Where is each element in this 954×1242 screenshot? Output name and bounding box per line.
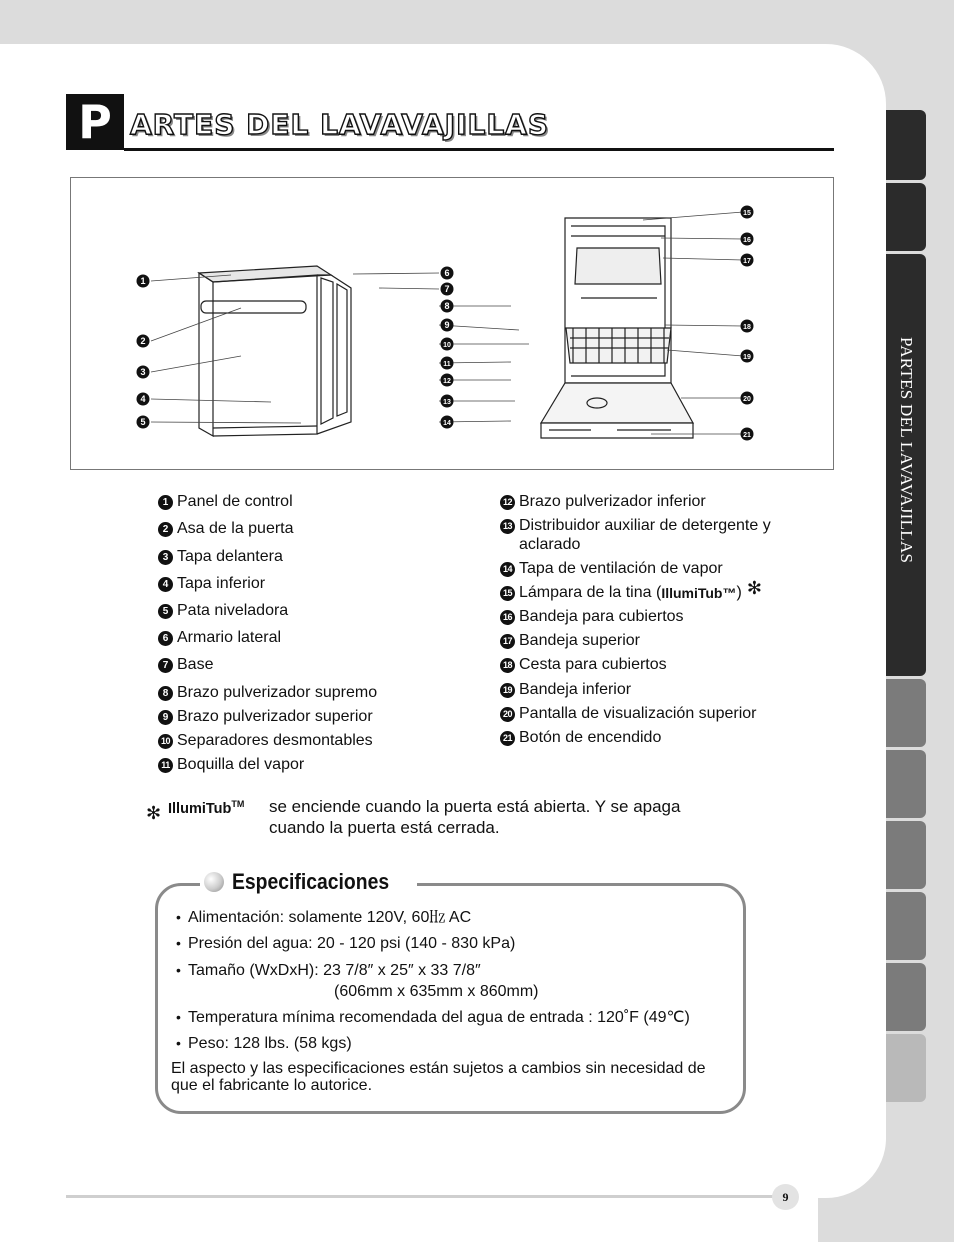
note-line-2: cuando la puerta está cerrada.	[269, 818, 500, 837]
legend-label: Brazo pulverizador superior	[177, 708, 373, 725]
legend-label: Base	[177, 656, 214, 673]
legend-item	[500, 492, 706, 511]
page-bottom-margin	[818, 1198, 954, 1242]
figure-callout-number: 5	[140, 417, 146, 427]
legend-label: Bandeja inferior	[519, 681, 632, 698]
asterisk-icon: ✻	[746, 578, 762, 598]
legend-label: Bandeja para cubiertos	[519, 608, 684, 625]
legend-label: Cesta para cubiertos	[519, 656, 667, 673]
legend-label: Separadores desmontables	[177, 732, 373, 749]
bullet: •	[176, 962, 181, 978]
figure-callout-number: 6	[444, 268, 450, 278]
legend-label: Boquilla del vapor	[177, 756, 305, 773]
callout-number: 13	[500, 519, 515, 534]
legend-label: Tapa delantera	[177, 548, 283, 565]
legend-item	[158, 731, 373, 750]
callout-number: 12	[500, 495, 515, 510]
section-tab-2[interactable]	[886, 183, 926, 251]
dishwasher-drawing	[71, 178, 833, 469]
legend-label: Tapa inferior	[177, 575, 266, 592]
specifications-disclaimer: El aspecto y las especificaciones están sujetos a cambios sin necesidad de que el fabricante lo autorice.	[171, 1060, 706, 1094]
figure-callout-number: 2	[140, 336, 146, 346]
legend-item	[158, 547, 283, 566]
legend-label: Panel de control	[177, 493, 293, 510]
section-tab-9[interactable]	[886, 1034, 926, 1102]
page-title: ARTES DEL LAVAVAJILLAS	[130, 108, 550, 141]
callout-number: 7	[158, 658, 173, 673]
legend-item	[158, 574, 265, 593]
legend-label: Distribuidor auxiliar de detergente y	[519, 517, 771, 534]
brand-name: IllumiTub™	[661, 585, 737, 601]
callout-number: 17	[500, 634, 515, 649]
callout-number: 1	[158, 495, 173, 510]
callout-number: 14	[500, 562, 515, 577]
section-tab-5[interactable]	[886, 750, 926, 818]
callout-number: 19	[500, 683, 515, 698]
spec-text: Alimentación: solamente 120V, 60㎐ AC	[188, 909, 472, 926]
title-underline	[124, 148, 834, 151]
callout-number: 18	[500, 658, 515, 673]
legend-item	[500, 704, 756, 723]
callout-number: 21	[500, 731, 515, 746]
bullet: •	[176, 935, 181, 951]
spec-text: Tamaño (WxDxH): 23 7/8″ x 25″ x 33 7/8″	[188, 962, 481, 979]
spec-text: (606mm x 635mm x 860mm)	[334, 983, 539, 1000]
brand-name: IllumiTub	[168, 800, 232, 817]
legend-label: Bandeja superior	[519, 632, 640, 649]
bullet: •	[176, 1009, 181, 1025]
trademark-mark: TM	[231, 799, 245, 809]
figure-callout-number: 7	[444, 284, 450, 294]
legend-item	[158, 683, 377, 702]
spec-text: Temperatura mínima recomendada del agua de entrada : 120˚F (49℃)	[188, 1009, 690, 1026]
legend-item	[158, 519, 294, 538]
section-tab-label: PARTES DEL LAVAVAJILLAS	[897, 336, 916, 564]
figure-callout-number: 18	[743, 324, 751, 331]
callout-number: 4	[158, 577, 173, 592]
callout-number: 2	[158, 522, 173, 537]
figure-callout-number: 1	[140, 276, 146, 286]
specifications-heading	[200, 868, 417, 896]
figure-callout-number: 10	[443, 342, 451, 349]
callout-number: 6	[158, 631, 173, 646]
legend-item	[500, 516, 771, 554]
spec-text: Peso: 128 lbs. (58 kgs)	[188, 1035, 352, 1052]
figure-callout-number: 14	[443, 420, 451, 427]
bullet: •	[176, 909, 181, 925]
legend-label-multiline	[519, 516, 771, 554]
legend-label: Botón de encendido	[519, 729, 662, 746]
legend-label: Asa de la puerta	[177, 520, 294, 537]
figure-callout-number: 21	[743, 432, 751, 439]
legend-label: Pata niveladora	[177, 602, 289, 619]
legend-label: Tapa de ventilación de vapor	[519, 560, 723, 577]
figure-callout-number: 13	[443, 399, 451, 406]
note-line-1: se enciende cuando la puerta está abierta. Y se apaga	[269, 797, 681, 816]
figure-callout-number: 4	[140, 394, 146, 404]
footer-rule	[66, 1195, 778, 1198]
legend-item	[158, 655, 213, 674]
legend-label: Lámpara de la tina (	[519, 584, 662, 601]
legend-item	[158, 707, 373, 726]
title-initial: P	[66, 94, 124, 150]
legend-item	[158, 628, 281, 647]
asterisk-icon: ✻	[146, 803, 162, 823]
legend-label: Brazo pulverizador inferior	[519, 493, 706, 510]
callout-number: 20	[500, 707, 515, 722]
legend-item	[500, 655, 667, 674]
legend-item	[500, 578, 762, 603]
specifications-title: Especificaciones	[232, 869, 390, 894]
legend-label: Pantalla de visualización superior	[519, 705, 757, 722]
legend-item	[158, 492, 293, 511]
callout-number: 9	[158, 710, 173, 725]
figure-callout-number: 9	[444, 320, 450, 330]
legend-label-cont: aclarado	[519, 536, 581, 553]
section-tab-4[interactable]	[886, 679, 926, 747]
callout-number: 3	[158, 550, 173, 565]
figure-callout-number: 19	[743, 354, 751, 361]
legend-item	[500, 631, 640, 650]
callout-number: 16	[500, 610, 515, 625]
callout-number: 11	[158, 758, 173, 773]
callout-number: 8	[158, 686, 173, 701]
callout-number: 10	[158, 734, 173, 749]
figure-callout-number: 20	[743, 396, 751, 403]
callout-number: 15	[500, 586, 515, 601]
figure-callout-number: 8	[444, 301, 450, 311]
note-brand	[168, 799, 244, 817]
page-bottom-strip	[0, 1198, 954, 1242]
figure-callout-number: 11	[443, 361, 451, 368]
legend-item	[500, 559, 723, 578]
legend-label-end: )	[736, 584, 742, 601]
figure-callout-number: 16	[743, 237, 751, 244]
legend-item	[500, 680, 631, 699]
section-tab-6[interactable]	[886, 821, 926, 889]
legend-item	[158, 601, 288, 620]
figure-callout-number: 17	[743, 258, 751, 265]
bullet-sphere-icon	[204, 872, 224, 892]
figure-callout-number: 12	[443, 378, 451, 385]
legend-item	[500, 728, 661, 747]
legend-item	[158, 755, 304, 774]
callout-number: 5	[158, 604, 173, 619]
spec-text: Presión del agua: 20 - 120 psi (140 - 830 kPa)	[188, 935, 516, 952]
legend-item	[500, 607, 684, 626]
section-tab-1[interactable]	[886, 110, 926, 180]
dishwasher-illustration	[70, 177, 834, 470]
bullet: •	[176, 1035, 181, 1051]
section-tab-8[interactable]	[886, 963, 926, 1031]
page-number: 9	[772, 1184, 799, 1210]
figure-callout-number: 15	[743, 210, 751, 217]
legend-label: Brazo pulverizador supremo	[177, 684, 378, 701]
figure-callout-number: 3	[140, 367, 146, 377]
section-tab-7[interactable]	[886, 892, 926, 960]
legend-label: Armario lateral	[177, 629, 282, 646]
